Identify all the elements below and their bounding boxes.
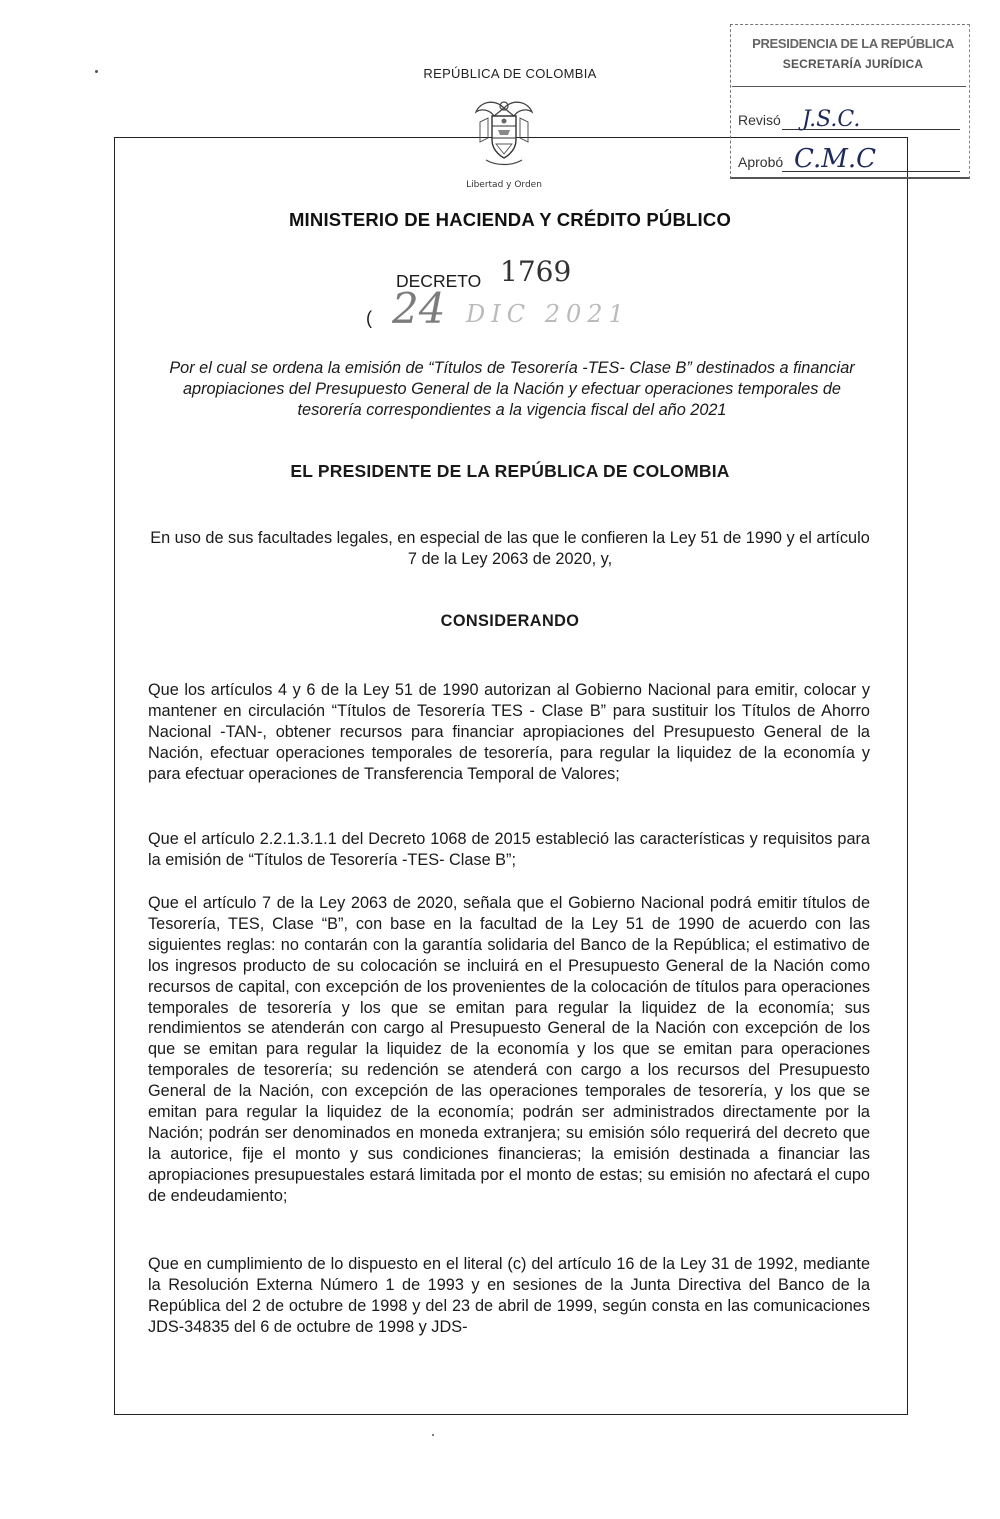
scan-speck bbox=[432, 1434, 434, 1436]
scan-speck bbox=[95, 70, 98, 73]
considerando-heading: CONSIDERANDO bbox=[440, 612, 580, 630]
paragraph-1: Que los artículos 4 y 6 de la Ley 51 de 1990 autorizan al Gobierno Nacional para emitir, colocar y mantener en circulación “Títulos de Tesorería TES - Clase B” para sustituir los Títulos de Ahorro Nacional -TAN-, obtener recursos para financiar apropiaciones del Presupuesto General de la Nación, efectuar operaciones temporales de tesorería, para regular la liquidez de la economía y para efectuar operaciones de Transferencia Temporal de Valores; bbox=[148, 681, 870, 783]
stamp-reviso-row bbox=[732, 94, 966, 134]
decree-number: 1769 bbox=[500, 255, 572, 288]
stamp-secretaria: SECRETARÍA JURÍDICA bbox=[782, 57, 924, 71]
review-stamp bbox=[730, 24, 970, 184]
stamp-presidencia: PRESIDENCIA DE LA REPÚBLICA bbox=[752, 36, 954, 51]
decree-date bbox=[362, 282, 682, 342]
coat-of-arms-motto: Libertad y Orden bbox=[466, 180, 542, 190]
stamp-reviso-initials: J.S.C. bbox=[802, 107, 861, 132]
stamp-aprobo-row bbox=[732, 136, 966, 176]
stamp-reviso-label: Revisó bbox=[738, 112, 781, 128]
president-heading: EL PRESIDENTE DE LA REPÚBLICA DE COLOMBIA bbox=[290, 461, 730, 481]
coat-of-arms-icon bbox=[472, 94, 536, 172]
paragraph-4: Que en cumplimiento de lo dispuesto en el literal (c) del artículo 16 de la Ley 31 de 1992, mediante la Resolución Externa Número 1 de 1993 y en sesiones de la Junta Directiva del Banco de la República del 2 de octubre de 1998 y del 23 de abril de 1999, según consta en las comunicaciones JDS-34835 del 6 de octubre de 1998 y JDS- bbox=[148, 1255, 870, 1336]
ministry-title: MINISTERIO DE HACIENDA Y CRÉDITO PÚBLICO bbox=[288, 209, 732, 230]
stamp-divider bbox=[732, 86, 966, 87]
paragraph-3: Que el artículo 7 de la Ley 2063 de 2020, señala que el Gobierno Nacional podrá emitir títulos de Tesorería, TES, Clase “B”, con base en la facultad de la Ley 51 de 1990 de acuerdo con las siguientes reglas: no contarán con la garantía solidaria del Banco de la República; el estimativo de los ingresos producto de su colocación se incluirá en el Presupuesto General de la Nación como recursos de capital, con excepción de los provenientes de la colocación de títulos para operaciones temporales de tesorería y los que se emitan para regular la liquidez de la economía; sus rendimientos se atenderán con cargo al Presupuesto General de la Nación con excepción de los que se emitan para regular la liquidez de la economía y los que se emitan para operaciones temporales de tesorería; su redención se atenderá con cargo a los recursos del Presupuesto General de la Nación, con excepción de las operaciones temporales de tesorería, y los que se emitan para regular la liquidez de la economía; podrán ser administrados directamente por la Nación; podrán ser denominados en moneda extranjera; su emisión sólo requerirá del decreto que la autorice, fije el monto y sus condiciones financieras; la emisión destinada a financiar las apropiaciones presupuestales estará limitada por el monto de estas; su emisión no afectará el cupo de endeudamiento; bbox=[148, 894, 870, 1205]
stamp-aprobo-label: Aprobó bbox=[738, 154, 784, 170]
date-paren: ( bbox=[366, 308, 372, 328]
stamp-aprobo-initials: C.M.C bbox=[794, 144, 877, 174]
paragraph-2: Que el artículo 2.2.1.3.1.1 del Decreto 1068 de 2015 estableció las características y requisitos para la emisión de “Títulos de Tesorería -TES- Clase B”; bbox=[148, 830, 870, 869]
decree-label: DECRETO bbox=[396, 271, 482, 291]
decree-epigraph: Por el cual se ordena la emisión de “Títulos de Tesorería -TES- Clase B” destinados a financiar apropiaciones del Presupuesto General de la Nación y efectuar operaciones temporales de tesorería correspondientes a la vigencia fiscal del año 2021 bbox=[169, 359, 855, 419]
legal-faculties: En uso de sus facultades legales, en especial de las que le confieren la Ley 51 de 1990 y el artículo 7 de la Ley 2063 de 2020, y, bbox=[150, 529, 870, 568]
date-day: 24 bbox=[392, 284, 446, 333]
country-heading: REPÚBLICA DE COLOMBIA bbox=[423, 66, 597, 81]
date-month-year: DIC 2021 bbox=[466, 300, 630, 328]
